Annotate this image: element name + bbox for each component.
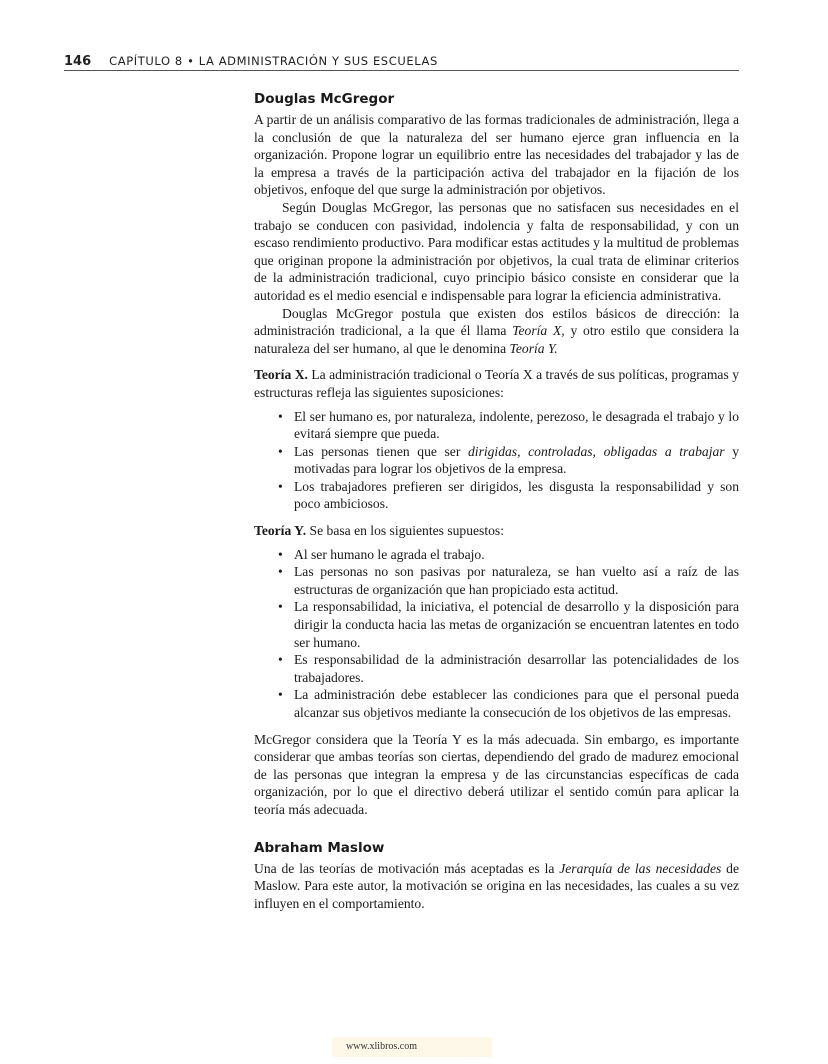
list-item: • El ser humano es, por naturaleza, indolente, perezoso, le desagrada el trabajo y lo evitará siempre que pueda. [278, 408, 739, 443]
paragraph-pasividad: Según Douglas McGregor, las personas que no satisfacen sus necesidades en el trabajo se conducen con pasividad, indolencia y falta de responsabilidad, y con un escaso rendimiento productivo. Para modificar estas actitudes y la multitud de problemas que originan propone la administración por objetivos, la cual trata de eliminar criterios de la administración tradicional, cuyo principio básico consiste en considerar que la autoridad es el medio esencial e indispensable para lograr la eficiencia administrativa. [254, 199, 739, 303]
theory-x-intro: Teoría X. La administración tradicional o Teoría X a través de sus políticas, programas y estructuras refleja las siguientes suposiciones: [254, 367, 739, 400]
paragraph-maslow: Una de las teorías de motivación más aceptadas es la Jerarquía de las necesidades de Maslow. Para este autor, la motivación se origina en las necesidades, las cuales a su vez influyen en el comportamiento. [254, 860, 739, 911]
list-item: • Las personas tienen que ser dirigidas, controladas, obligadas a trabajar y motivadas para lograr los objetivos de la empresa. [278, 443, 739, 478]
list-item: • Los trabajadores prefieren ser dirigidos, les disgusta la responsabilidad y son poco ambiciosos. [278, 478, 739, 513]
list-item: • Es responsabilidad de la administración desarrollar las potencialidades de los trabajadores. [278, 651, 739, 686]
theory-x-label: Teoría X. [254, 367, 308, 383]
list-item: • La responsabilidad, la iniciativa, el potencial de desarrollo y la disposición para dirigir la conducta hacia las metas de organización se encuentran latentes en todo ser humano. [278, 598, 739, 651]
section-title-mcgregor: Douglas McGregor [254, 91, 395, 107]
page-number: 146 [64, 54, 92, 69]
list-item: • Al ser humano le agrada el trabajo. [278, 546, 739, 564]
paragraph-conclusion: McGregor considera que la Teoría Y es la más adecuada. Sin embargo, es importante considerar que ambas teorías son ciertas, dependiendo del grado de madurez emocional de las personas que integran la empresa y de las circunstancias específicas de cada organización, por lo que el directivo deberá utilizar el sentido común para aplicar la teoría más adecuada. [254, 731, 739, 817]
theory-y-intro: Teoría Y. Se basa en los siguientes supuestos: [254, 523, 504, 539]
paragraph-intro: A partir de un análisis comparativo de las formas tradicionales de administración, llega a la conclusión de que la naturaleza del ser humano ejerce gran influencia en la organización. Propone lograr un equilibrio entre las necesidades del trabajador y las de la empresa a través de la participación activa del trabajador en la fijación de los objetivos, enfoque del que surge la administración por objetivos. [254, 112, 739, 198]
footer-url: www.xlibros.com [332, 1037, 492, 1057]
list-item: • La administración debe establecer las condiciones para que el personal pueda alcanzar sus objetivos mediante la consecución de los objetivos de las empresas. [278, 686, 739, 721]
section-title-maslow: Abraham Maslow [254, 839, 385, 856]
theory-y-list [254, 546, 739, 722]
page-body [254, 90, 739, 912]
running-header [64, 54, 739, 71]
chapter-title: CAPÍTULO 8 • LA ADMINISTRACIÓN Y SUS ESCUELAS [109, 54, 438, 68]
theory-y-label: Teoría Y. [254, 523, 307, 539]
paragraph-estilos: Douglas McGregor postula que existen dos estilos básicos de dirección: la administración tradicional, a la que él llama Teoría X, y otro estilo que considera la naturaleza del ser humano, al que le denomina Teoría Y. [254, 305, 739, 356]
theory-x-list [254, 408, 739, 514]
list-item: • Las personas no son pasivas por naturaleza, se han vuelto así a raíz de las estructuras de organización que han propiciado esta actitud. [278, 563, 739, 598]
